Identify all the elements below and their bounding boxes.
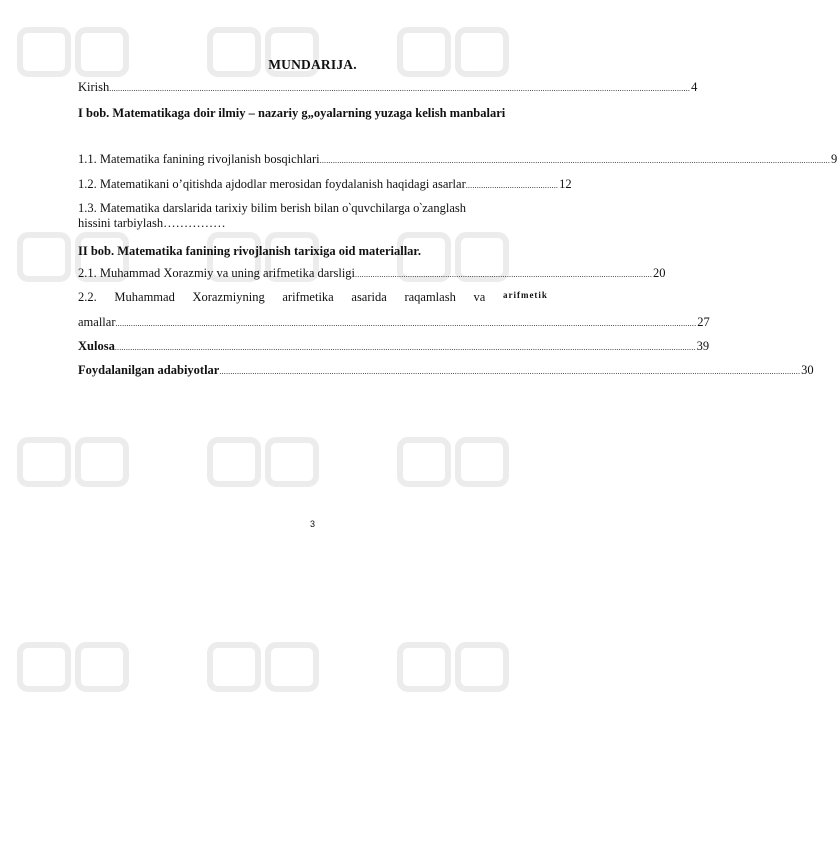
toc-entry-2-1 <box>78 266 666 281</box>
toc-word: Xorazmiyning <box>192 290 265 304</box>
toc-word: asarida <box>351 290 387 304</box>
toc-page: 30 <box>801 363 814 377</box>
toc-page: 27 <box>697 315 710 329</box>
toc-page: 12 <box>559 177 572 191</box>
toc-leader: ........................................................................................................................................................................................................................................................................ <box>219 367 801 376</box>
chapter-1-heading: I bob. Matematikaga doir ilmiy – nazariy g„oyalarning yuzaga kelish manbalari <box>78 106 506 120</box>
toc-entry-1-1 <box>78 152 837 167</box>
toc-label: Kirish <box>78 80 110 94</box>
toc-page: 9 <box>831 152 837 166</box>
toc-label: 1.2. Matematikani o’qitishda ajdodlar merosidan foydalanish haqidagi asarlar <box>78 177 466 191</box>
toc-entry-references <box>78 363 814 378</box>
toc-leader: .......................................... <box>465 181 559 190</box>
toc-label: Foydalanilgan adabiyotlar <box>78 363 220 377</box>
toc-page: 20 <box>653 266 666 280</box>
toc-entry-conclusion <box>78 339 710 354</box>
toc-entry-2-2-continued <box>78 315 710 330</box>
toc-leader: ....................................................................................................................................... <box>355 270 653 279</box>
toc-leader: ........................................................................................................................................................................................................................................................................ <box>115 319 697 328</box>
toc-word: Muhammad <box>114 290 175 304</box>
toc-entry-intro <box>78 80 698 95</box>
toc-label: 1.1. Matematika fanining rivojlanish bosqichlari <box>78 152 320 166</box>
toc-leader: ........................................................................................................................................................................................................................................................................ <box>114 343 696 352</box>
toc-label: 1.3. Matematika darslarida tarixiy bilim berish bilan o‵quvchilarga o‵zanglash <box>78 201 466 215</box>
toc-word: 2.2. <box>78 290 97 304</box>
toc-leader: ........................................................................................................................................................................................................................................ <box>319 156 831 165</box>
toc-leader: ........................................................................................................................................................................................................................................................................ <box>109 84 691 93</box>
toc-word: arifmetika <box>282 290 334 304</box>
chapter-2-heading: II bob. Matematika fanining rivojlanish tarixiga oid materiallar. <box>78 244 421 258</box>
toc-label: Xulosa <box>78 339 115 353</box>
page-number: 3 <box>309 519 315 529</box>
toc-label: 2.1. Muhammad Xorazmiy va uning arifmetika darsligi <box>78 266 356 280</box>
toc-page: 39 <box>696 339 710 353</box>
page-title: MUNDARIJA. <box>268 57 357 72</box>
toc-entry-1-2 <box>78 177 572 192</box>
toc-entry-2-2 <box>78 290 548 305</box>
toc-entry-1-3 <box>78 201 538 231</box>
toc-page: 4 <box>691 80 698 94</box>
toc-label-continued: hissini tarbiylash…………… <box>78 216 226 230</box>
toc-label: amallar <box>78 315 116 329</box>
toc-word: raqamlash <box>404 290 456 304</box>
toc-word: arifmetik <box>502 290 548 300</box>
toc-word: va <box>473 290 486 304</box>
